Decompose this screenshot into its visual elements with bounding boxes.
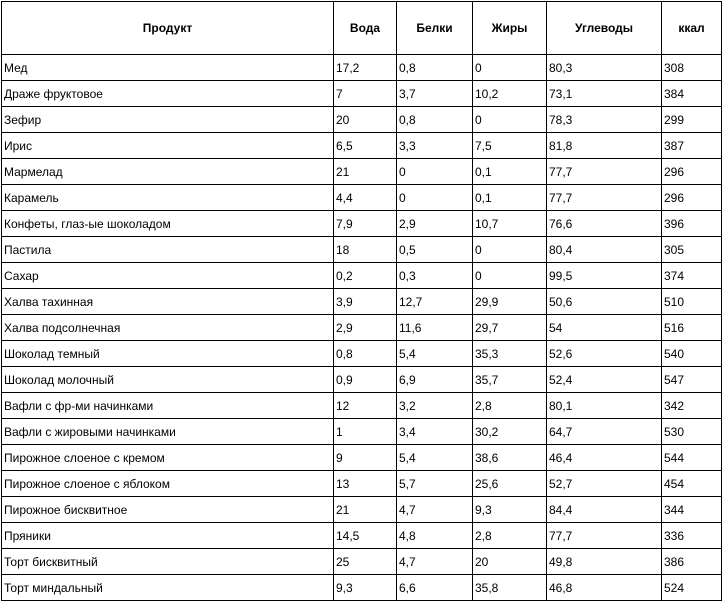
cell-fat: 30,2 (473, 419, 547, 445)
cell-kcal: 336 (662, 523, 722, 549)
cell-fat: 9,3 (473, 497, 547, 523)
cell-water: 12 (334, 393, 397, 419)
cell-protein: 3,4 (397, 419, 473, 445)
table-row (2, 393, 722, 419)
cell-fat: 10,2 (473, 81, 547, 107)
cell-protein: 3,3 (397, 133, 473, 159)
cell-water: 9 (334, 445, 397, 471)
cell-carbs: 77,7 (547, 185, 662, 211)
cell-product: Мармелад (2, 159, 334, 185)
cell-product: Вафли с жировыми начинками (2, 419, 334, 445)
cell-protein: 0,8 (397, 107, 473, 133)
cell-product: Шоколад молочный (2, 367, 334, 393)
cell-carbs: 46,8 (547, 575, 662, 601)
cell-carbs: 80,3 (547, 55, 662, 81)
cell-product: Драже фруктовое (2, 81, 334, 107)
cell-kcal: 374 (662, 263, 722, 289)
table-row (2, 81, 722, 107)
cell-protein: 0,5 (397, 237, 473, 263)
cell-water: 7,9 (334, 211, 397, 237)
table-row (2, 159, 722, 185)
cell-kcal: 344 (662, 497, 722, 523)
table-row (2, 289, 722, 315)
table-row (2, 341, 722, 367)
cell-water: 3,9 (334, 289, 397, 315)
table-row (2, 575, 722, 601)
cell-carbs: 73,1 (547, 81, 662, 107)
cell-protein: 6,9 (397, 367, 473, 393)
cell-water: 0,8 (334, 341, 397, 367)
cell-product: Пирожное бисквитное (2, 497, 334, 523)
table-row (2, 497, 722, 523)
table-row (2, 445, 722, 471)
table-row (2, 133, 722, 159)
cell-product: Торт миндальный (2, 575, 334, 601)
cell-carbs: 52,7 (547, 471, 662, 497)
cell-protein: 0,3 (397, 263, 473, 289)
cell-water: 20 (334, 107, 397, 133)
table-row (2, 211, 722, 237)
header-carbs: Углеводы (547, 2, 662, 55)
cell-kcal: 524 (662, 575, 722, 601)
cell-water: 13 (334, 471, 397, 497)
cell-protein: 3,2 (397, 393, 473, 419)
cell-carbs: 80,1 (547, 393, 662, 419)
cell-carbs: 99,5 (547, 263, 662, 289)
cell-protein: 11,6 (397, 315, 473, 341)
cell-carbs: 78,3 (547, 107, 662, 133)
cell-product: Ирис (2, 133, 334, 159)
cell-product: Мед (2, 55, 334, 81)
nutrition-table (1, 1, 722, 601)
header-product: Продукт (2, 2, 334, 55)
cell-water: 21 (334, 497, 397, 523)
cell-fat: 0 (473, 107, 547, 133)
cell-kcal: 386 (662, 549, 722, 575)
cell-product: Карамель (2, 185, 334, 211)
cell-product: Пирожное слоеное с кремом (2, 445, 334, 471)
cell-protein: 5,7 (397, 471, 473, 497)
cell-carbs: 50,6 (547, 289, 662, 315)
cell-water: 0,9 (334, 367, 397, 393)
cell-kcal: 308 (662, 55, 722, 81)
cell-protein: 6,6 (397, 575, 473, 601)
cell-product: Шоколад темный (2, 341, 334, 367)
cell-carbs: 54 (547, 315, 662, 341)
cell-fat: 20 (473, 549, 547, 575)
table-row (2, 263, 722, 289)
header-fat: Жиры (473, 2, 547, 55)
cell-protein: 4,7 (397, 549, 473, 575)
cell-product: Пастила (2, 237, 334, 263)
cell-carbs: 77,7 (547, 523, 662, 549)
cell-carbs: 80,4 (547, 237, 662, 263)
table-row (2, 237, 722, 263)
cell-fat: 25,6 (473, 471, 547, 497)
table-row (2, 107, 722, 133)
cell-product: Халва подсолнечная (2, 315, 334, 341)
cell-carbs: 76,6 (547, 211, 662, 237)
cell-carbs: 46,4 (547, 445, 662, 471)
table-row (2, 471, 722, 497)
table-row (2, 419, 722, 445)
cell-protein: 4,8 (397, 523, 473, 549)
cell-kcal: 387 (662, 133, 722, 159)
cell-fat: 0 (473, 263, 547, 289)
cell-water: 4,4 (334, 185, 397, 211)
cell-water: 6,5 (334, 133, 397, 159)
cell-protein: 3,7 (397, 81, 473, 107)
cell-product: Халва тахинная (2, 289, 334, 315)
cell-protein: 4,7 (397, 497, 473, 523)
table-row (2, 367, 722, 393)
cell-product: Зефир (2, 107, 334, 133)
cell-kcal: 396 (662, 211, 722, 237)
cell-water: 21 (334, 159, 397, 185)
cell-kcal: 540 (662, 341, 722, 367)
cell-kcal: 296 (662, 185, 722, 211)
cell-protein: 2,9 (397, 211, 473, 237)
cell-carbs: 77,7 (547, 159, 662, 185)
cell-water: 2,9 (334, 315, 397, 341)
cell-kcal: 454 (662, 471, 722, 497)
cell-fat: 2,8 (473, 393, 547, 419)
header-row (2, 2, 722, 55)
cell-protein: 0,8 (397, 55, 473, 81)
cell-protein: 0 (397, 159, 473, 185)
cell-carbs: 49,8 (547, 549, 662, 575)
header-water: Вода (334, 2, 397, 55)
cell-water: 18 (334, 237, 397, 263)
cell-product: Пряники (2, 523, 334, 549)
cell-kcal: 342 (662, 393, 722, 419)
cell-water: 7 (334, 81, 397, 107)
table-row (2, 55, 722, 81)
table-row (2, 185, 722, 211)
cell-protein: 0 (397, 185, 473, 211)
table-body (2, 55, 722, 601)
cell-water: 0,2 (334, 263, 397, 289)
cell-product: Конфеты, глаз-ые шоколадом (2, 211, 334, 237)
table-row (2, 523, 722, 549)
cell-fat: 0 (473, 55, 547, 81)
cell-water: 14,5 (334, 523, 397, 549)
cell-fat: 29,7 (473, 315, 547, 341)
cell-water: 17,2 (334, 55, 397, 81)
cell-protein: 5,4 (397, 445, 473, 471)
cell-fat: 35,3 (473, 341, 547, 367)
cell-fat: 0,1 (473, 159, 547, 185)
cell-product: Торт бисквитный (2, 549, 334, 575)
cell-carbs: 52,6 (547, 341, 662, 367)
cell-carbs: 52,4 (547, 367, 662, 393)
header-kcal: ккал (662, 2, 722, 55)
cell-product: Сахар (2, 263, 334, 289)
cell-carbs: 81,8 (547, 133, 662, 159)
cell-fat: 29,9 (473, 289, 547, 315)
cell-kcal: 516 (662, 315, 722, 341)
cell-kcal: 510 (662, 289, 722, 315)
cell-kcal: 384 (662, 81, 722, 107)
header-protein: Белки (397, 2, 473, 55)
cell-kcal: 544 (662, 445, 722, 471)
cell-kcal: 296 (662, 159, 722, 185)
cell-water: 1 (334, 419, 397, 445)
table-row (2, 315, 722, 341)
cell-product: Вафли с фр-ми начинками (2, 393, 334, 419)
cell-protein: 5,4 (397, 341, 473, 367)
cell-water: 9,3 (334, 575, 397, 601)
cell-product: Пирожное слоеное с яблоком (2, 471, 334, 497)
table-row (2, 549, 722, 575)
cell-fat: 0,1 (473, 185, 547, 211)
cell-kcal: 299 (662, 107, 722, 133)
cell-fat: 0 (473, 237, 547, 263)
cell-fat: 2,8 (473, 523, 547, 549)
cell-water: 25 (334, 549, 397, 575)
cell-kcal: 305 (662, 237, 722, 263)
cell-carbs: 64,7 (547, 419, 662, 445)
cell-kcal: 547 (662, 367, 722, 393)
cell-fat: 10,7 (473, 211, 547, 237)
cell-protein: 12,7 (397, 289, 473, 315)
cell-kcal: 530 (662, 419, 722, 445)
cell-fat: 35,7 (473, 367, 547, 393)
table-header (2, 2, 722, 55)
cell-fat: 7,5 (473, 133, 547, 159)
cell-carbs: 84,4 (547, 497, 662, 523)
cell-fat: 38,6 (473, 445, 547, 471)
cell-fat: 35,8 (473, 575, 547, 601)
